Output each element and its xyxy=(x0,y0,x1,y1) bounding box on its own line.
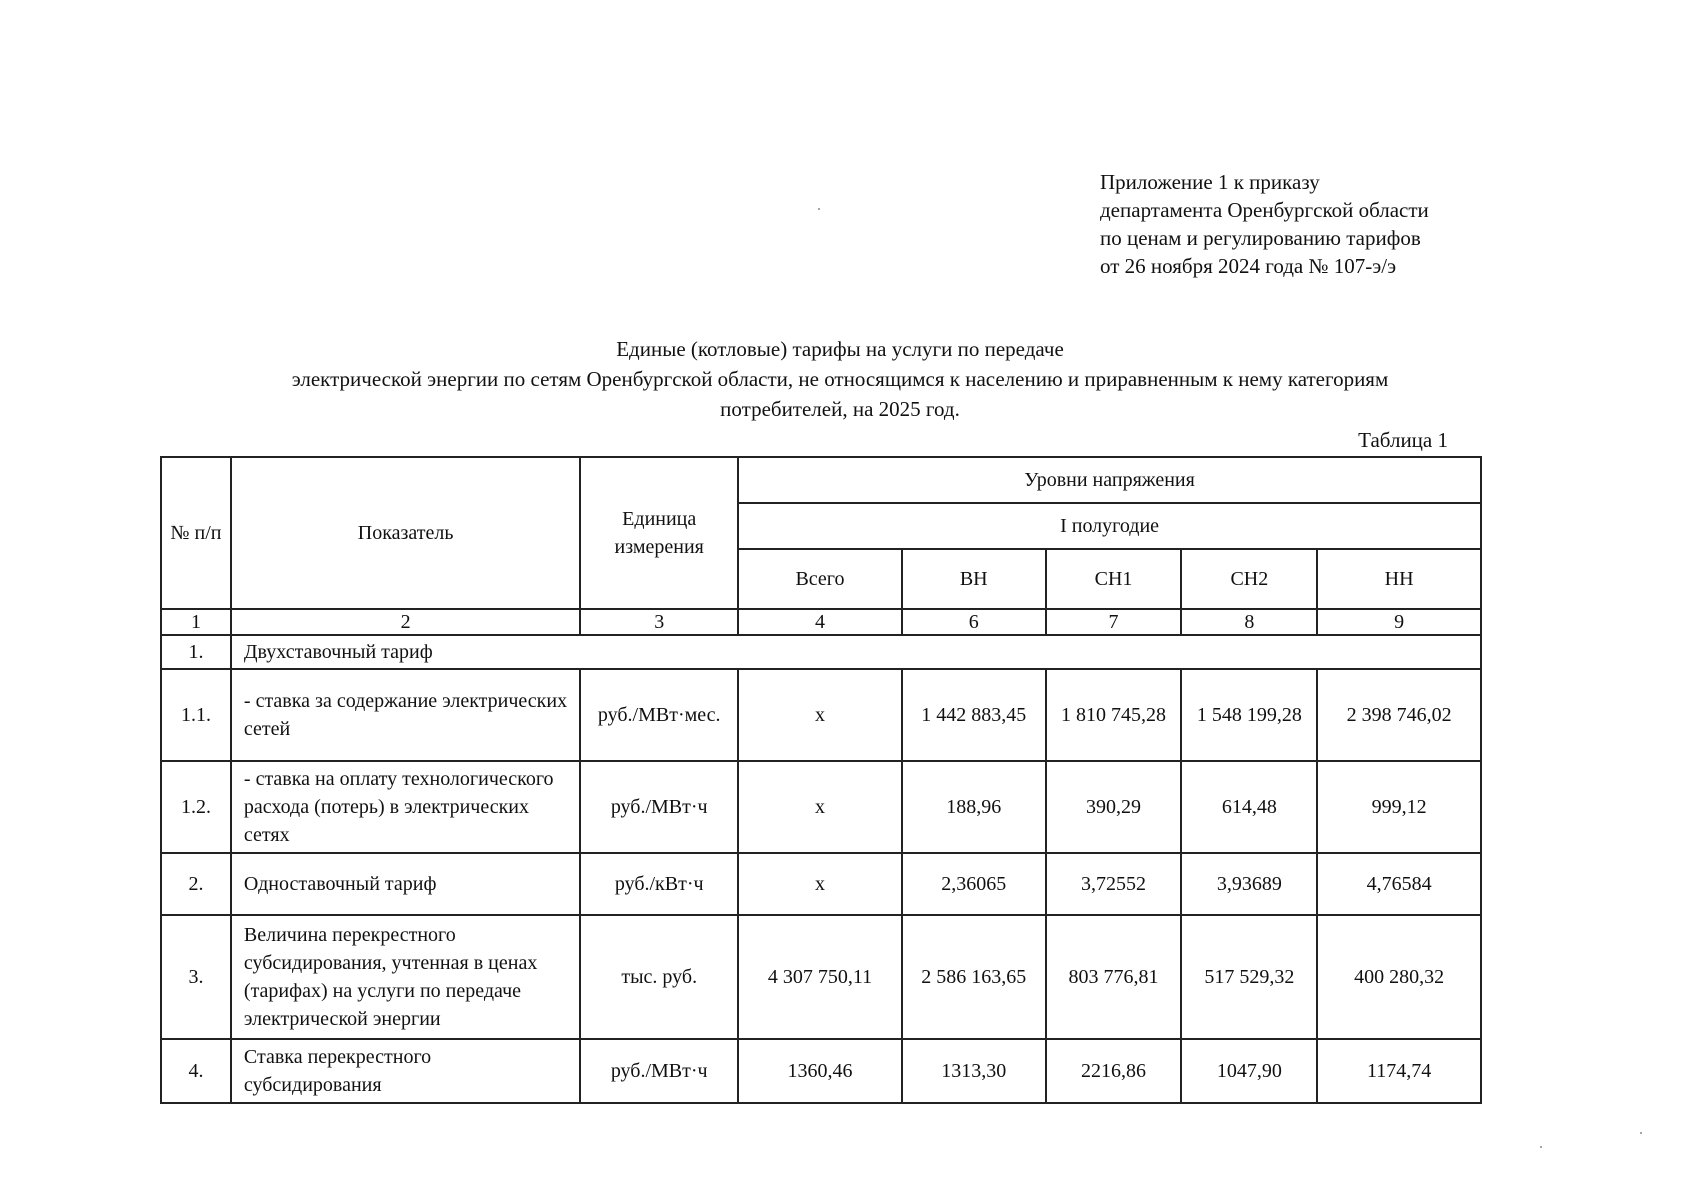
cell-sn2: 517 529,32 xyxy=(1181,915,1317,1039)
annex-line: Приложение 1 к приказу xyxy=(1100,170,1320,194)
section-label: Двухставочный тариф xyxy=(231,635,1481,669)
row-unit: тыс. руб. xyxy=(580,915,738,1039)
row-label: Одноставочный тариф xyxy=(231,853,580,915)
cell-sn2: 1 548 199,28 xyxy=(1181,669,1317,761)
cell-total: х xyxy=(738,853,902,915)
row-unit: руб./МВт·ч xyxy=(580,761,738,853)
annex-line: по ценам и регулированию тарифов xyxy=(1100,226,1421,250)
row-label: Ставка перекрестного субсидирования xyxy=(231,1039,580,1103)
header-col-total: Всего xyxy=(738,549,902,609)
section-row xyxy=(161,635,1481,669)
row-num: 1.1. xyxy=(161,669,231,761)
tariff-table xyxy=(160,456,1482,1104)
cell-total: х xyxy=(738,761,902,853)
table-row xyxy=(161,853,1481,915)
scan-speck xyxy=(1540,1146,1542,1148)
cell-vn: 2 586 163,65 xyxy=(902,915,1046,1039)
cell-vn: 1 442 883,45 xyxy=(902,669,1046,761)
cell-sn1: 803 776,81 xyxy=(1046,915,1182,1039)
scan-speck xyxy=(818,208,820,210)
title-line: Единые (котловые) тарифы на услуги по передаче xyxy=(616,337,1064,361)
table-label: Таблица 1 xyxy=(1358,428,1448,452)
cell-vn: 2,36065 xyxy=(902,853,1046,915)
column-number: 2 xyxy=(231,609,580,635)
row-unit: руб./МВт·ч xyxy=(580,1039,738,1103)
cell-sn2: 3,93689 xyxy=(1181,853,1317,915)
cell-total: х xyxy=(738,669,902,761)
table-row xyxy=(161,915,1481,1039)
table-row xyxy=(161,669,1481,761)
annex-block xyxy=(1100,168,1429,280)
cell-nn: 4,76584 xyxy=(1317,853,1481,915)
cell-sn1: 1 810 745,28 xyxy=(1046,669,1182,761)
title-line: потребителей, на 2025 год. xyxy=(720,397,960,421)
header-col-nn: НН xyxy=(1317,549,1481,609)
header-col-vn: ВН xyxy=(902,549,1046,609)
cell-sn2: 1047,90 xyxy=(1181,1039,1317,1103)
document-title xyxy=(180,334,1500,424)
row-num: 1.2. xyxy=(161,761,231,853)
column-number: 1 xyxy=(161,609,231,635)
header-indicator: Показатель xyxy=(231,457,580,609)
scan-speck xyxy=(1640,1132,1642,1134)
cell-vn: 188,96 xyxy=(902,761,1046,853)
column-number-row xyxy=(161,609,1481,635)
header-half-year: I полугодие xyxy=(738,503,1481,549)
cell-nn: 2 398 746,02 xyxy=(1317,669,1481,761)
cell-total: 1360,46 xyxy=(738,1039,902,1103)
row-unit: руб./МВт·мес. xyxy=(580,669,738,761)
table-row xyxy=(161,1039,1481,1103)
column-number: 8 xyxy=(1181,609,1317,635)
title-line: электрической энергии по сетям Оренбургской области, не относящимся к населению и приравненным к нему категориям xyxy=(291,367,1389,391)
cell-nn: 400 280,32 xyxy=(1317,915,1481,1039)
row-num: 2. xyxy=(161,853,231,915)
table-row xyxy=(161,761,1481,853)
cell-sn1: 390,29 xyxy=(1046,761,1182,853)
header-col-sn2: СН2 xyxy=(1181,549,1317,609)
row-label: - ставка на оплату технологического расхода (потерь) в электрических сетях xyxy=(231,761,580,853)
column-number: 6 xyxy=(902,609,1046,635)
row-label: Величина перекрестного субсидирования, учтенная в ценах (тарифах) на услуги по передаче электрической энергии xyxy=(231,915,580,1039)
section-num: 1. xyxy=(161,635,231,669)
cell-sn1: 3,72552 xyxy=(1046,853,1182,915)
column-number: 4 xyxy=(738,609,902,635)
annex-line: от 26 ноября 2024 года № 107-э/э xyxy=(1100,254,1397,278)
cell-vn: 1313,30 xyxy=(902,1039,1046,1103)
row-unit: руб./кВт·ч xyxy=(580,853,738,915)
cell-sn2: 614,48 xyxy=(1181,761,1317,853)
column-number: 7 xyxy=(1046,609,1182,635)
cell-nn: 1174,74 xyxy=(1317,1039,1481,1103)
header-col-sn1: СН1 xyxy=(1046,549,1182,609)
cell-nn: 999,12 xyxy=(1317,761,1481,853)
row-num: 4. xyxy=(161,1039,231,1103)
column-number: 3 xyxy=(580,609,738,635)
row-num: 3. xyxy=(161,915,231,1039)
header-voltage-levels: Уровни напряжения xyxy=(738,457,1481,503)
column-number: 9 xyxy=(1317,609,1481,635)
header-unit: Единица измерения xyxy=(580,457,738,609)
cell-total: 4 307 750,11 xyxy=(738,915,902,1039)
header-num: № п/п xyxy=(161,457,231,609)
row-label: - ставка за содержание электрических сетей xyxy=(231,669,580,761)
annex-line: департамента Оренбургской области xyxy=(1100,198,1429,222)
cell-sn1: 2216,86 xyxy=(1046,1039,1182,1103)
